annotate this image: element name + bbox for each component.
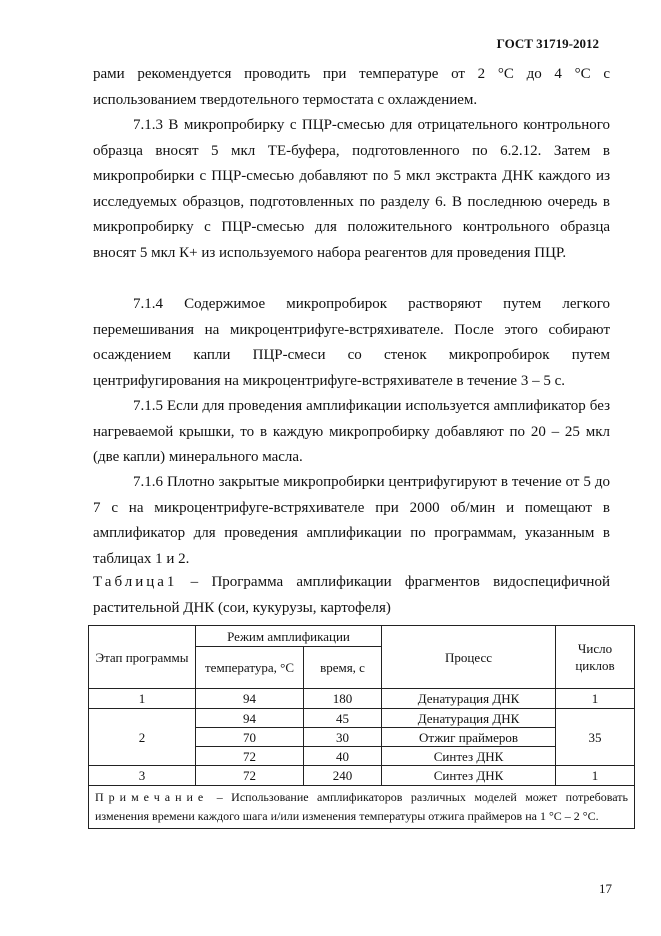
paragraph-continuation: рами рекомендуется проводить при температуре от 2 °С до 4 °С с использованием твердотельного термостата с охлаждением. [93, 66, 610, 108]
cell-cycles: 1 [556, 766, 635, 786]
paragraph-7-1-4: 7.1.4 Содержимое микропробирок растворяют путем легкого перемешивания на микроцентрифуге-встряхивателе. После этого собирают осаждением капли ПЦР-смеси со стенок микропробирок путем центрифугирования на микроцентрифуге-встряхивателе в течение 3 – 5 с. [93, 296, 610, 389]
cell-time: 180 [304, 689, 382, 709]
amplification-program-table [88, 625, 635, 829]
cell-process: Денатурация ДНК [382, 709, 556, 728]
header-temperature: температура, °С [196, 647, 304, 689]
table-row [89, 709, 635, 728]
header-stage: Этап программы [89, 626, 196, 689]
cell-stage: 1 [89, 689, 196, 709]
cell-temp: 72 [196, 766, 304, 786]
cell-temp: 72 [196, 747, 304, 766]
table-row [89, 689, 635, 709]
cell-process: Отжиг праймеров [382, 728, 556, 747]
cell-temp: 94 [196, 689, 304, 709]
cell-stage: 2 [89, 709, 196, 766]
cell-time: 45 [304, 709, 382, 728]
cell-cycles: 35 [556, 709, 635, 766]
paragraph-7-1-5: 7.1.5 Если для проведения амплификации используется амплификатор без нагреваемой крышки, то в каждую микропробирку добавляют по 20 – 25 мкл (две капли) минерального масла. [93, 398, 610, 465]
header-process: Процесс [382, 626, 556, 689]
page-number: 17 [599, 881, 612, 896]
paragraph-7-1-6: 7.1.6 Плотно закрытые микропробирки центрифугируют в течение от 5 до 7 с на микроцентрифуге-встряхивателе при 2000 об/мин и помещают в амплификатор для проведения амплификации по программам, указанным в таблицах 1 и 2. [93, 474, 610, 567]
cell-cycles: 1 [556, 689, 635, 709]
header-time: время, с [304, 647, 382, 689]
note-label: Примечание [95, 790, 209, 804]
cell-stage: 3 [89, 766, 196, 786]
table-title: – Программа амплификации фрагментов видоспецифичной растительной ДНК (сои, кукурузы, картофеля) [93, 574, 610, 616]
cell-process: Денатурация ДНК [382, 689, 556, 709]
note-text: – Использование амплификаторов различных моделей может потребовать изменения времени каждого шага и/или изменения температуры отжига праймеров на 1 °С – 2 °С. [95, 790, 629, 823]
cell-temp: 94 [196, 709, 304, 728]
cell-process: Синтез ДНК [382, 747, 556, 766]
cell-temp: 70 [196, 728, 304, 747]
cell-process: Синтез ДНК [382, 766, 556, 786]
header-cycles: Число циклов [556, 626, 635, 689]
table-row [89, 766, 635, 786]
cell-time: 240 [304, 766, 382, 786]
cell-time: 40 [304, 747, 382, 766]
table-note [89, 786, 635, 829]
document-code: ГОСТ 31719-2012 [496, 36, 599, 51]
table-caption [93, 570, 610, 621]
table-label: Таблица1 [93, 574, 178, 590]
cell-time: 30 [304, 728, 382, 747]
header-mode: Режим амплификации [196, 626, 382, 647]
paragraph-7-1-3: 7.1.3 В микропробирку с ПЦР-смесью для отрицательного контрольного образца вносят 5 мкл ТЕ-буфера, подготовленного по 6.2.12. Затем в микропробирки с ПЦР-смесью добавляют по 5 мкл экстракта ДНК каждого из исследуемых образцов, подготовленных по разделу 6. В последнюю очередь в микропробирку с ПЦР-смесью для положительного контрольного образца вносят 5 мкл К+ из используемого набора реагентов для проведения ПЦР. [93, 117, 610, 261]
